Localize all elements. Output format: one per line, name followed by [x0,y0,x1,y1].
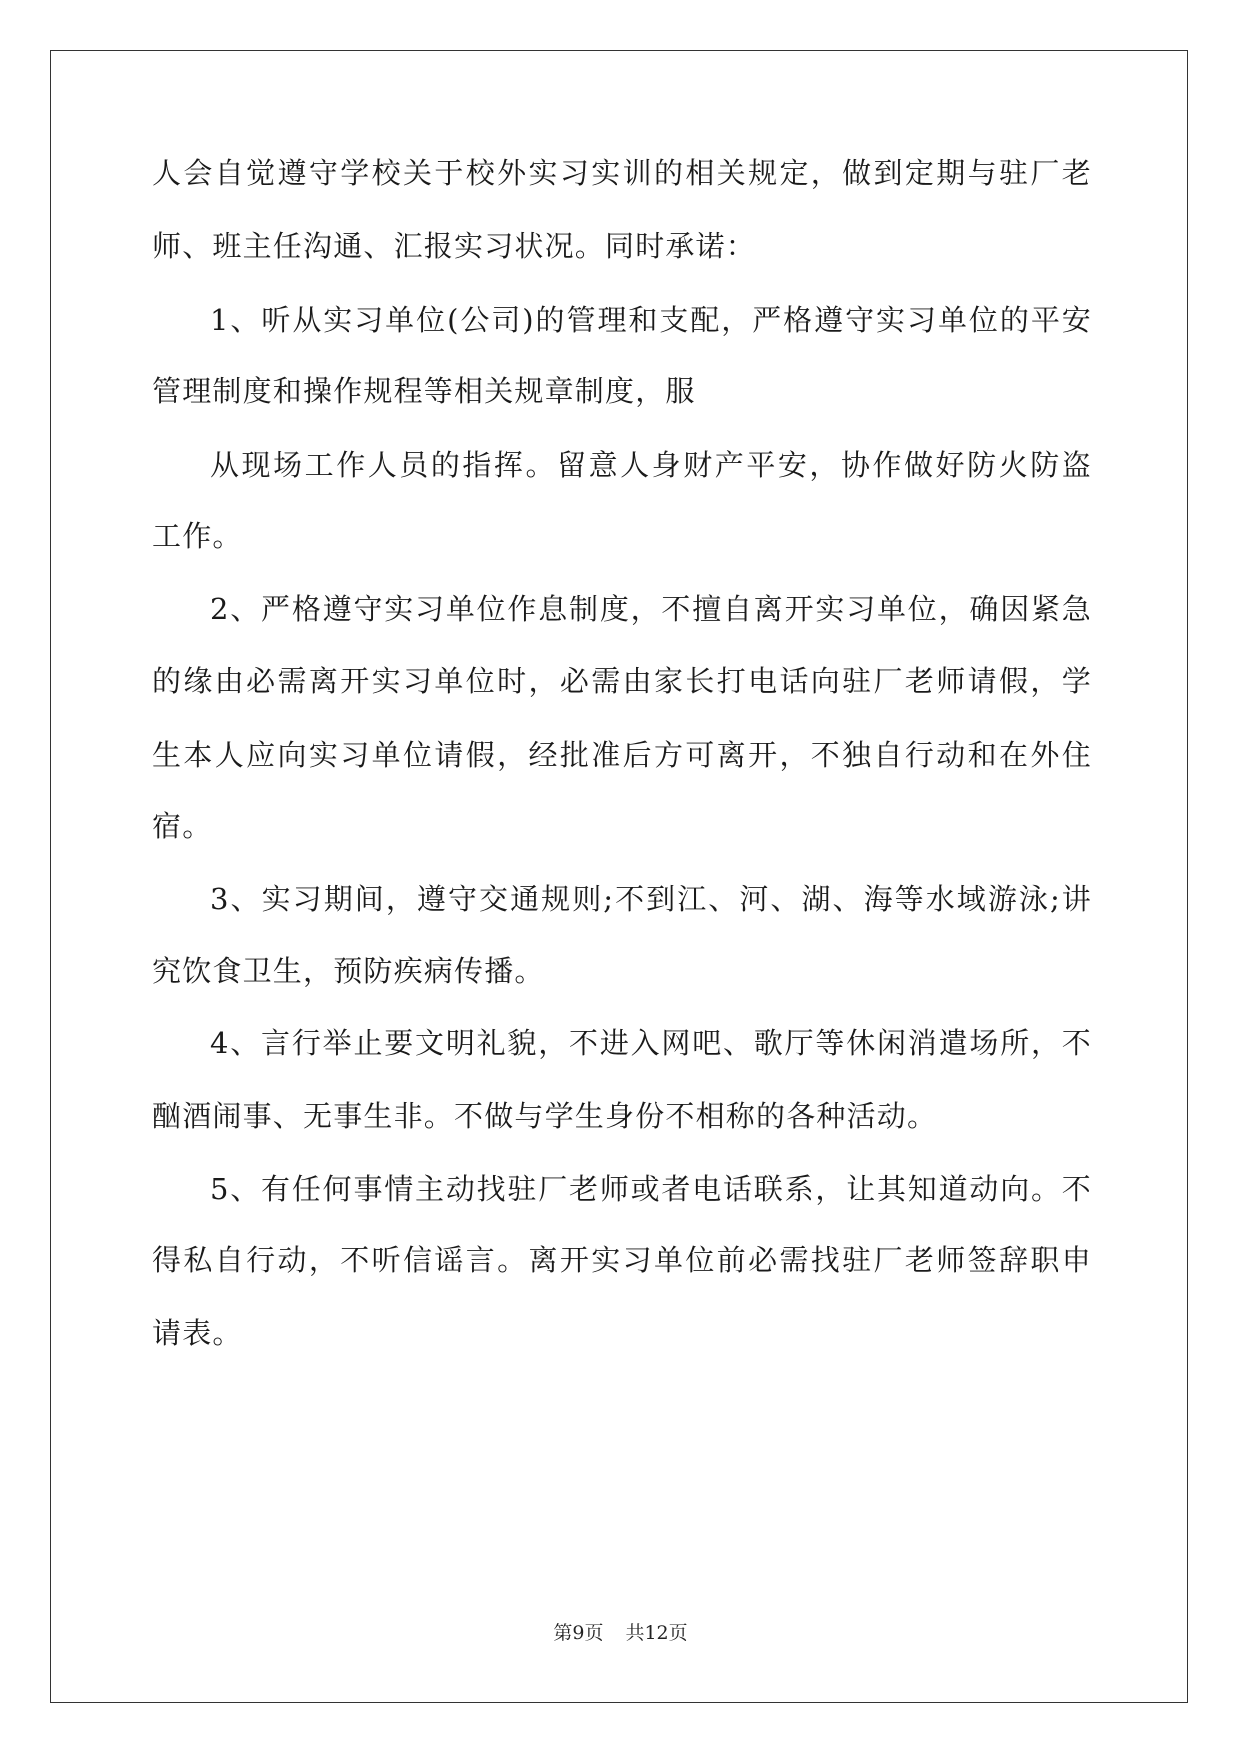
page-border [50,50,1188,1703]
text-line: 管理制度和操作规程等相关规章制度，服 [152,374,696,408]
text-line: 生本人应向实习单位请假，经批准后方可离开，不独自行动和在外住 [152,738,1092,772]
text-line: 工作。 [152,519,243,553]
text-line: 1、听从实习单位(公司)的管理和支配，严格遵守实习单位的平安 [210,303,1092,337]
text-line: 得私自行动，不听信谣言。离开实习单位前必需找驻厂老师签辞职申 [152,1243,1092,1277]
text-line: 请表。 [152,1316,243,1350]
text-line: 的缘由必需离开实习单位时，必需由家长打电话向驻厂老师请假，学 [152,664,1092,698]
page-number: 第9页 [553,1622,604,1644]
text-line: 酗酒闹事、无事生非。不做与学生身份不相称的各种活动。 [152,1099,938,1133]
text-line: 人会自觉遵守学校关于校外实习实训的相关规定，做到定期与驻厂老 [152,156,1092,190]
text-line: 3、实习期间，遵守交通规则;不到江、河、湖、海等水域游泳;讲 [210,882,1092,916]
text-line: 师、班主任沟通、汇报实习状况。同时承诺： [152,229,757,263]
text-line: 4、言行举止要文明礼貌，不进入网吧、歌厅等休闲消遣场所，不 [210,1026,1092,1060]
page-footer [0,1621,1241,1645]
text-line: 2、严格遵守实习单位作息制度，不擅自离开实习单位，确因紧急 [210,592,1092,626]
text-line: 究饮食卫生，预防疾病传播。 [152,954,545,988]
text-line: 5、有任何事情主动找驻厂老师或者电话联系，让其知道动向。不 [210,1172,1092,1206]
text-line: 宿。 [152,809,213,843]
page-total: 共12页 [625,1622,688,1644]
text-line: 从现场工作人员的指挥。留意人身财产平安，协作做好防火防盗 [210,448,1092,482]
